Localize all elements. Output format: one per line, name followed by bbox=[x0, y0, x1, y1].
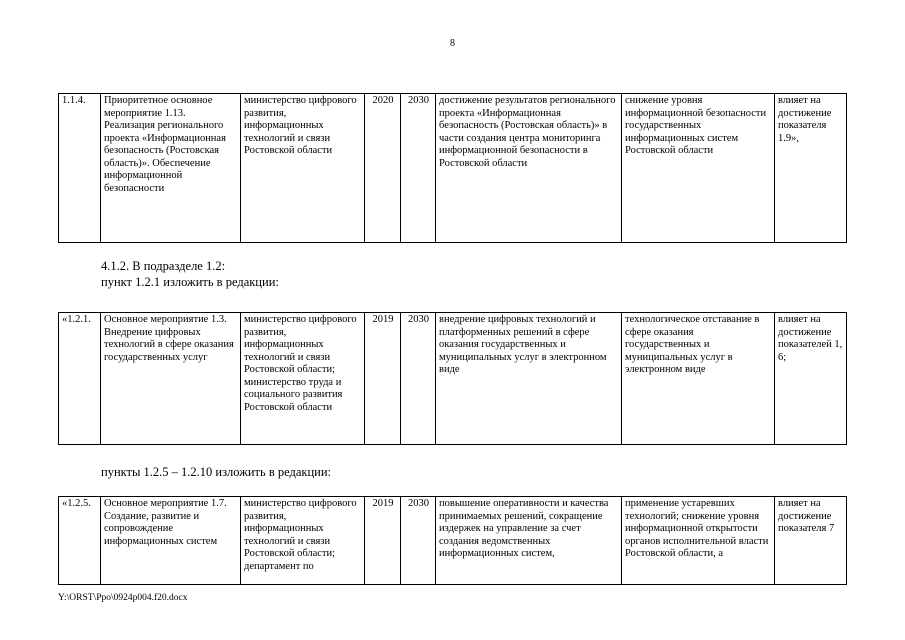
non-implementation-consequences: технологическое отставание в сфере оказания государственных и муниципальных услуг в электронном виде bbox=[622, 313, 775, 445]
expected-result: внедрение цифровых технологий и платформенных решений в сфере оказания государственных и муниципальных услуг в электронном виде bbox=[436, 313, 622, 445]
expected-result: достижение результатов регионального проекта «Информационная безопасность (Ростовская область)» в части создания центра мониторинга информационной безопасности в Ростовской области bbox=[436, 94, 622, 243]
non-implementation-consequences: снижение уровня информационной безопасности государственных информационных систем Ростовской области bbox=[622, 94, 775, 243]
indicator-link: влияет на достижение показателя 7 bbox=[775, 497, 847, 585]
table-row bbox=[59, 313, 847, 445]
table-row bbox=[59, 497, 847, 585]
row-number: 1.1.4. bbox=[59, 94, 101, 243]
row-number: «1.2.5. bbox=[59, 497, 101, 585]
end-year: 2030 bbox=[401, 497, 436, 585]
row-number: «1.2.1. bbox=[59, 313, 101, 445]
event-name: Основное мероприятие 1.7. Создание, развитие и сопровождение информационных систем bbox=[101, 497, 241, 585]
event-name: Приоритетное основное мероприятие 1.13. Реализация регионального проекта «Информационная безопасность (Ростовская область)». Обеспечение информационной безопасности bbox=[101, 94, 241, 243]
non-implementation-consequences: применение устаревших технологий; снижение уровня информационной открытости органов исполнительной власти Ростовской области, а bbox=[622, 497, 775, 585]
instruction-item-1-2-1: пункт 1.2.1 изложить в редакции: bbox=[101, 275, 279, 289]
section-heading-4-1-2: 4.1.2. В подразделе 1.2: bbox=[101, 259, 226, 273]
event-name: Основное мероприятие 1.3. Внедрение цифровых технологий в сфере оказания государственных услуг bbox=[101, 313, 241, 445]
indicator-link: влияет на достижение показателей 1, 6; bbox=[775, 313, 847, 445]
page-number: 8 bbox=[450, 38, 455, 49]
expected-result: повышение оперативности и качества принимаемых решений, сокращение издержек на управление за счет создания ведомственных информационных систем, bbox=[436, 497, 622, 585]
table-row bbox=[59, 94, 847, 243]
instruction-items-1-2-5-to-1-2-10: пункты 1.2.5 – 1.2.10 изложить в редакции: bbox=[101, 465, 331, 479]
start-year: 2020 bbox=[365, 94, 401, 243]
measures-table-2 bbox=[58, 312, 847, 445]
executor: министерство цифрового развития, информационных технологий и связи Ростовской области; министерство труда и социального развития Ростовской области bbox=[241, 313, 365, 445]
footer-file-path: Y:\ORST\Ppo\0924p004.f20.docx bbox=[58, 593, 188, 603]
executor: министерство цифрового развития, информационных технологий и связи Ростовской области bbox=[241, 94, 365, 243]
measures-table-1 bbox=[58, 93, 847, 243]
indicator-link: влияет на достижение показателя 1.9», bbox=[775, 94, 847, 243]
start-year: 2019 bbox=[365, 497, 401, 585]
end-year: 2030 bbox=[401, 313, 436, 445]
start-year: 2019 bbox=[365, 313, 401, 445]
measures-table-3 bbox=[58, 496, 847, 585]
end-year: 2030 bbox=[401, 94, 436, 243]
executor: министерство цифрового развития, информационных технологий и связи Ростовской области; департамент по bbox=[241, 497, 365, 585]
